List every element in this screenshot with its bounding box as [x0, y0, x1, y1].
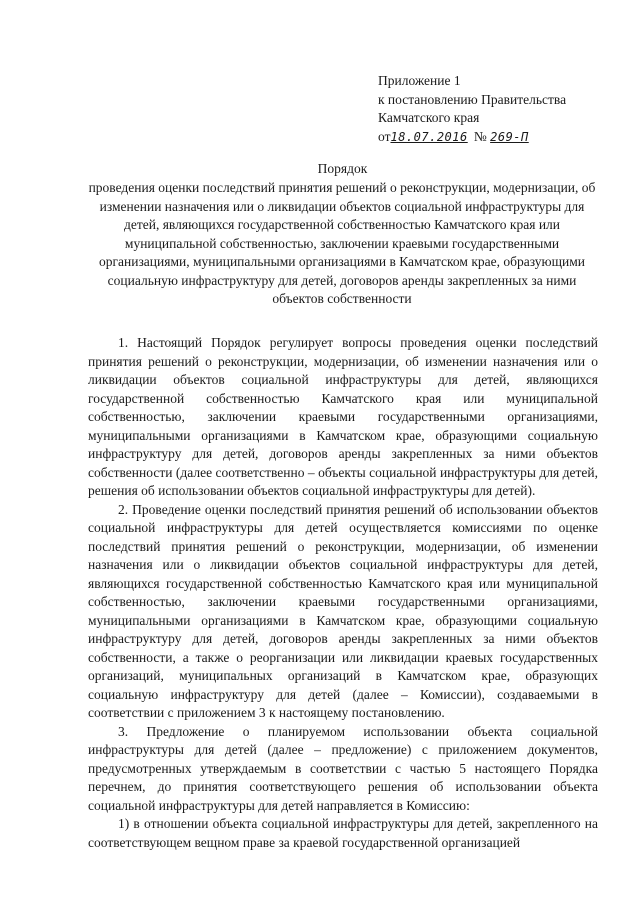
appendix-date-line — [378, 128, 566, 147]
handwritten-number: 269-П — [490, 129, 529, 144]
date-prefix: от — [378, 128, 391, 144]
paragraph: 2. Проведение оценки последствий принятия решений об использовании объектов социальной инфраструктуры для детей осуществляется комиссиями по оценке последствий принятия решений о реконструкции, модернизации, об изменении назначения или о ликвидации объектов социальной инфраструктуры для детей, являющихся государственной собственностью Камчатского края или муниципальной собственностью, заключении краевыми государственными организациями, муниципальными организациями в Камчатском крае, образующими социальную инфраструктуру для детей, договоров аренды закрепленных за ними объектов собственности, а также о реорганизации или ликвидации краевых государственных организаций, муниципальных организаций в Камчатском крае, образующих социальную инфраструктуру для детей (далее – Комиссии), создаваемыми в соответствии с приложением 3 к настоящему постановлению. — [88, 501, 598, 720]
document-subtitle: проведения оценки последствий принятия решений о реконструкции, модернизации, об изменении назначения или о ликвидации объектов социальной инфраструктуры для детей, являющихся государственной собственностью Камчатского края или муниципальной собственностью, заключении краевыми государственными организациями, муниципальными организациями в Камчатском крае, образующими социальную инфраструктуру для детей, договоров аренды закрепленных за ними объектов собственности — [88, 180, 596, 306]
paragraph: 1. Настоящий Порядок регулирует вопросы проведения оценки последствий принятия решений о реконструкции, модернизации, об изменении назначения или о ликвидации объектов социальной инфраструктуры для детей, являющихся государственной собственностью Камчатского края или муниципальной собственностью, заключении краевыми государственными организациями, муниципальными организациями в Камчатском крае, образующими социальную инфраструктуру для детей, договоров аренды закрепленных за ними объектов собственности (далее соответственно – объекты социальной инфраструктуры для детей, решения об использовании объектов социальной инфраструктуры для детей). — [88, 335, 598, 498]
appendix-reference: к постановлению Правительства — [378, 91, 567, 107]
document-title: Порядок — [317, 161, 368, 176]
appendix-label: Приложение 1 — [378, 73, 461, 88]
handwritten-date: 18.07.2016 — [390, 129, 468, 144]
number-prefix: № — [473, 128, 487, 144]
paragraph: 1) в отношении объекта социальной инфраструктуры для детей, закрепленного на соответствующем вещном праве за краевой государственной организацией — [88, 816, 598, 850]
appendix-header — [378, 72, 566, 146]
appendix-region: Камчатского края — [378, 110, 480, 125]
paragraph: 3. Предложение о планируемом использовании объекта социальной инфраструктуры для детей (далее – предложение) с приложением документов, предусмотренных утверждаемым в соответствии с частью 5 настоящего Порядка перечнем, до принятия соответствующего решения об использовании объекта социальной инфраструктуры для детей направляется в Комиссию: — [88, 723, 598, 813]
document-body — [88, 334, 598, 852]
